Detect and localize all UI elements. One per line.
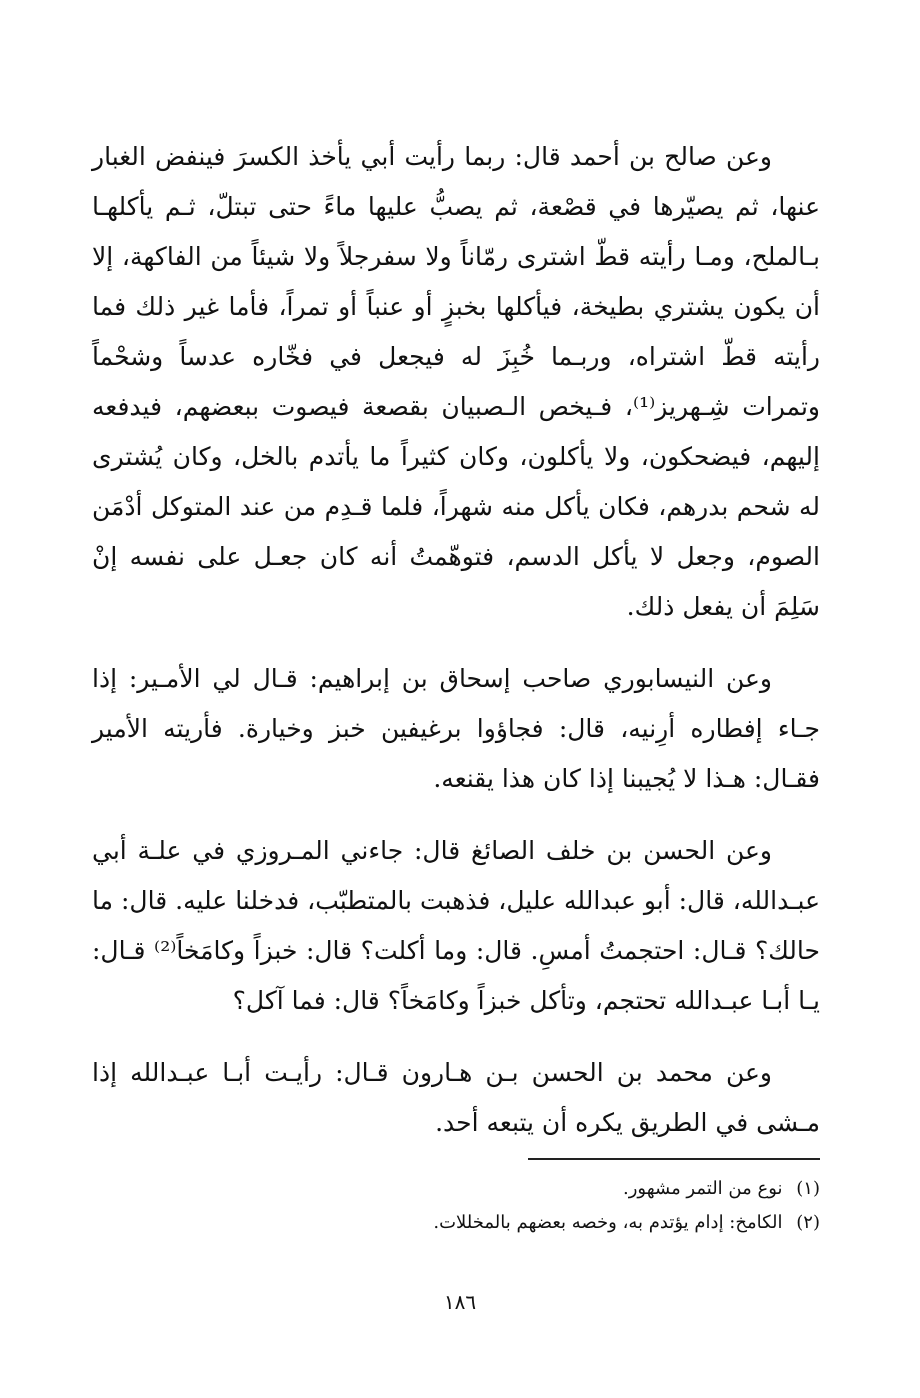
paragraph-3 — [92, 826, 820, 1026]
footnotes-section — [92, 1158, 820, 1240]
footnote-1 — [92, 1172, 820, 1206]
paragraph-4 — [92, 1048, 820, 1148]
page-body — [92, 132, 820, 1170]
footnote-1-text: نوع من التمر مشهور. — [623, 1178, 783, 1199]
paragraph-3-text: وعن الحسن بن خلف الصائغ قال: جاءني المـروزي في علـة أبي عبـدالله، قال: أبو عبدالله عليل، فذهبت بالمتطبّب، فدخلنا عليه. قال: ما حالك؟ قـال: احتجمتُ أمسِ. قال: وما أكلت؟ قال: خبزاً وكامَخاً⁽²⁾ قـال: يـا أبـا عبـدالله تحتجم، وتأكل خبزاً وكامَخاً؟ قال: فما آكل؟ — [92, 836, 820, 1015]
footnote-2-number: (٢) — [796, 1212, 820, 1233]
paragraph-2 — [92, 654, 820, 804]
footnote-2 — [92, 1206, 820, 1240]
paragraph-2-text: وعن النيسابوري صاحب إسحاق بن إبراهيم: قـال لي الأمـير: إذا جـاء إفطاره أرِنيه، قال: فجاؤوا برغيفين خبز وخيارة. فأريته الأمير فقـال: هـذا لا يُجيبنا إذا كان هذا يقنعه. — [92, 664, 820, 793]
paragraph-1-text: وعن صالح بن أحمد قال: ربما رأيت أبي يأخذ الكسرَ فينفض الغبار عنها، ثم يصيّرها في قصْعة، ثم يصبُّ عليها ماءً حتى تبتلّ، ثـم يأكلهـا بـالملح، ومـا رأيته قطّ اشترى رمّاناً ولا سفرجلاً ولا شيئاً من الفاكهة، إلا أن يكون يشتري بطيخة، فيأكلها بخبزٍ أو عنباً أو تمراً، فأما غير ذلك فما رأيته قطّ اشتراه، وربـما خُبِزَ له فيجعل في فخّاره عدساً وشحْماً وتمرات شِـهريز⁽¹⁾، فـيخص الـصبيان بقصعة فيصوت ببعضهم، فيدفعه إليهم، فيضحكون، ولا يأكلون، وكان كثيراً ما يأتدم بالخل، وكان يُشترى له شحم بدرهم، فكان يأكل منه شهراً، فلما قـدِم من عند المتوكل أدْمَن الصوم، وجعل لا يأكل الدسم، فتوهّمتُ أنه كان جعـل على نفسه إنْ سَلِمَ أن يفعل ذلك. — [92, 142, 820, 621]
paragraph-4-text: وعن محمد بن الحسن بـن هـارون قـال: رأيـت أبـا عبـدالله إذا مـشى في الطريق يكره أن يتبعه أحد. — [92, 1058, 820, 1137]
footnote-2-text: الكامخ: إدام يؤتدم به، وخصه بعضهم بالمخللات. — [433, 1212, 783, 1233]
footnote-1-number: (١) — [796, 1178, 820, 1199]
paragraph-1 — [92, 132, 820, 632]
footnote-divider — [528, 1158, 820, 1160]
page-number: ١٨٦ — [443, 1290, 477, 1314]
